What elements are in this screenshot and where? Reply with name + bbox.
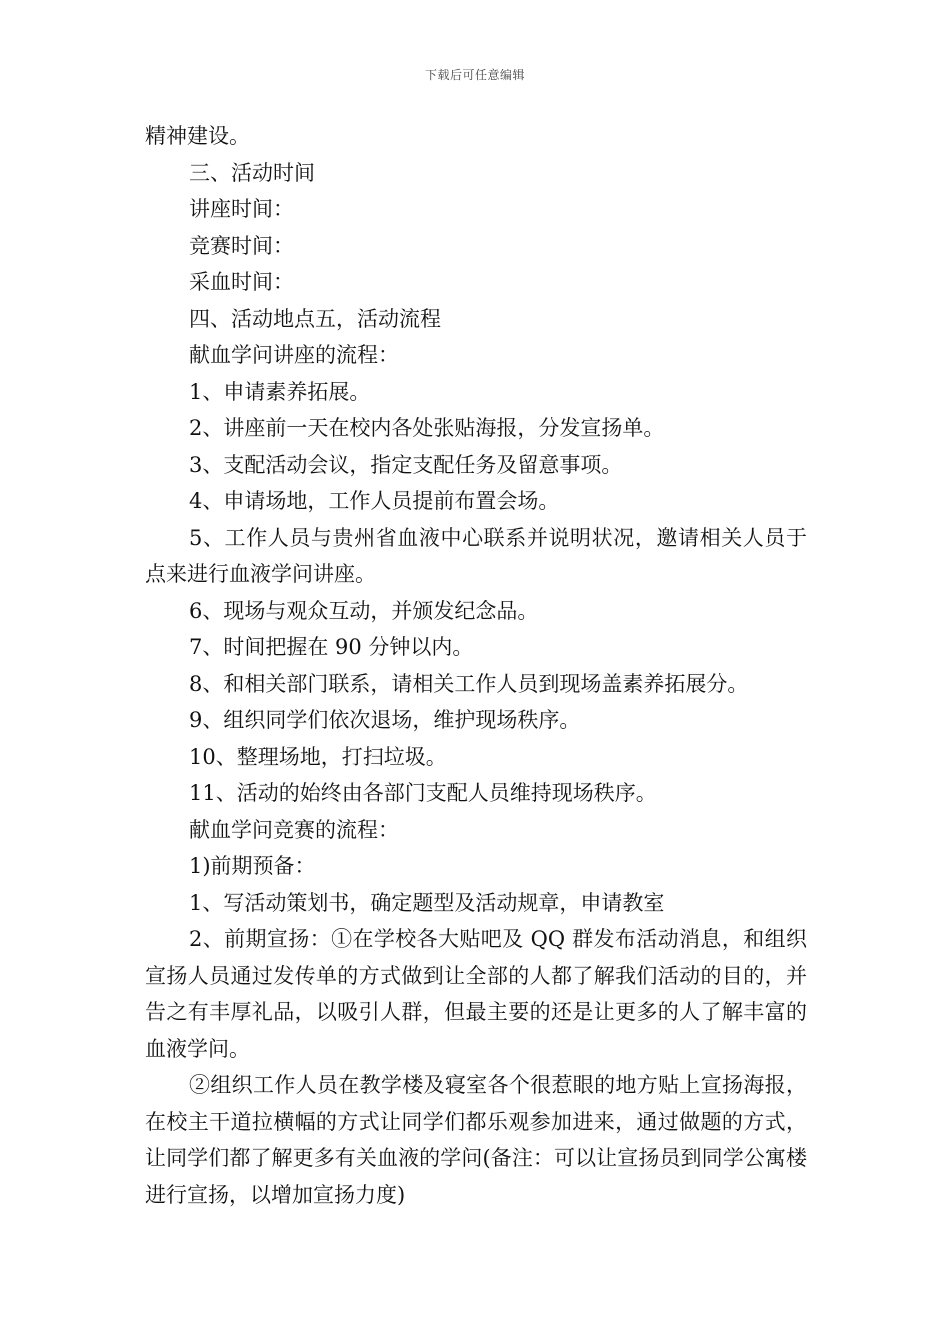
paragraph: 4、申请场地，工作人员提前布置会场。 (189, 489, 560, 513)
paragraph: 竞赛时间： (189, 233, 294, 258)
paragraph: 6、现场与观众互动，并颁发纪念品。 (189, 598, 539, 623)
paragraph: ②组织工作人员在教学楼及寝室各个很惹眼的地方贴上宣扬海报，在校主干道拉横幅的方式让同学们都乐观参加进来，通过做题的方式，让同学们都了解更多有关血液的学问(备注：可以让宣扬员到同学公寓楼进行宣扬，以增加宣扬力度) (145, 1073, 807, 1207)
paragraph: 献血学问讲座的流程： (189, 343, 399, 367)
paragraph: 9、组织同学们依次退场，维护现场秩序。 (189, 708, 581, 732)
paragraph: 8、和相关部门联系，请相关工作人员到现场盖素养拓展分。 (189, 671, 749, 696)
paragraph: 2、前期宣扬：①在学校各大贴吧及 QQ 群发布活动消息，和组织宣扬人员通过发传单的方式做到让全部的人都了解我们活动的目的，并告之有丰厚礼品，以吸引人群，但最主要的还是让更多的人了解丰富的血液学问。 (145, 927, 807, 1061)
paragraph: 讲座时间： (189, 197, 294, 221)
paragraph: 三、活动时间 (189, 160, 315, 185)
document-body (145, 118, 807, 1213)
paragraph: 10、整理场地，打扫垃圾。 (189, 744, 447, 769)
paragraph: 1、申请素养拓展。 (189, 379, 371, 404)
paragraph: 1)前期预备： (189, 854, 316, 878)
paragraph: 7、时间把握在 90 分钟以内。 (189, 635, 474, 659)
paragraph: 5、工作人员与贵州省血液中心联系并说明状况，邀请相关人员于点来进行血液学问讲座。 (145, 525, 807, 586)
paragraph: 四、活动地点五，活动流程 (189, 306, 441, 331)
paragraph: 3、支配活动会议，指定支配任务及留意事项。 (189, 452, 623, 477)
paragraph: 采血时间： (189, 270, 294, 294)
page-header: 下载后可任意编辑 (424, 68, 525, 82)
paragraph: 11、活动的始终由各部门支配人员维持现场秩序。 (189, 781, 657, 805)
paragraph: 1、写活动策划书，确定题型及活动规章，申请教室 (189, 890, 665, 915)
paragraph: 精神建设。 (145, 124, 250, 148)
paragraph: 献血学问竞赛的流程： (189, 817, 399, 842)
paragraph: 2、讲座前一天在校内各处张贴海报，分发宣扬单。 (189, 416, 665, 440)
